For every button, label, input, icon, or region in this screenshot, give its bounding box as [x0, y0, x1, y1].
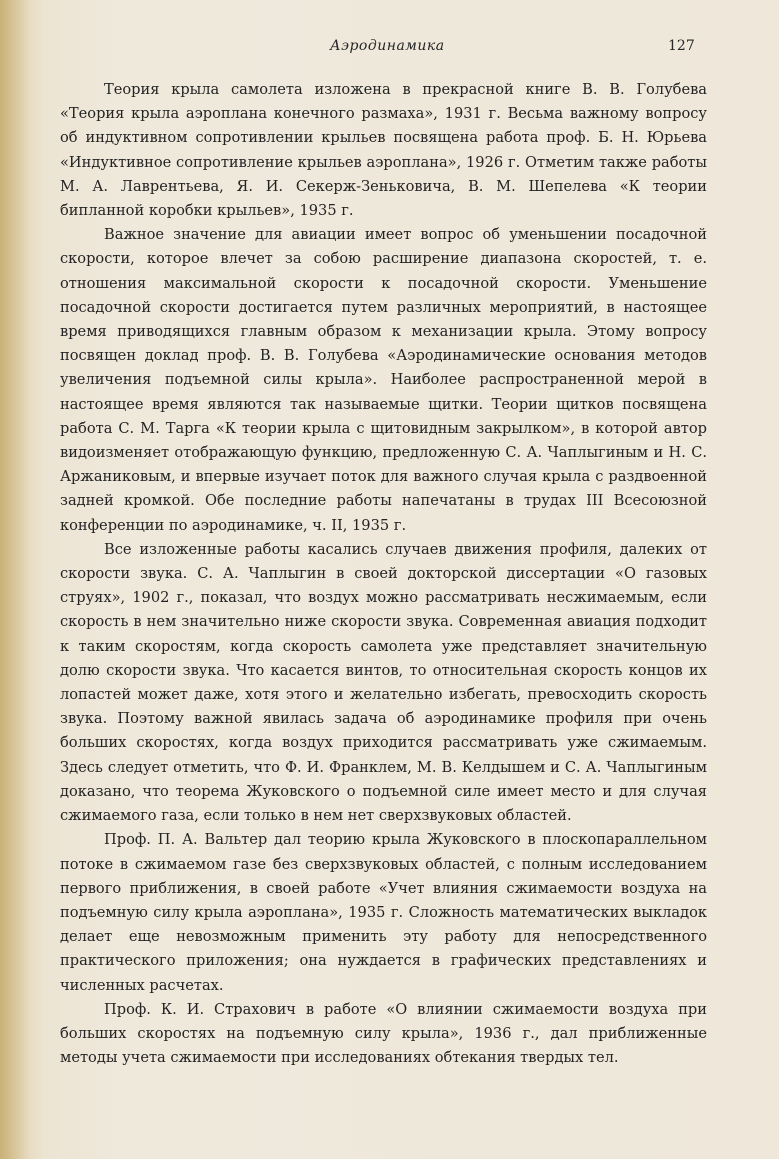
- paragraph: Важное значение для авиации имеет вопрос об уменьшении посадочной скорости, которое влечет за собою расширение диапазона скоростей, т. е. отношения максимальной скорости к посадочной скорости. Уменьшение посадочной скорости достигается путем различных мероприятий, в настоящее время приводящихся главным образом к механизации крыла. Этому вопросу посвящен доклад проф. В. В. Голубева «Аэродинамические основания методов увеличения подъемной силы крыла». Наиболее распространенной мерой в настоящее время являются так называемые щитки. Теории щитков посвящена работа С. М. Тарга «К теории крыла с щитовидным закрылком», в которой автор видоизменяет отображающую функцию, предложенную С. А. Чаплыгиным и Н. С. Аржаниковым, и впервые изучает поток для важного случая крыла с раздвоенной задней кромкой. Обе последние работы напечатаны в трудах III Всесоюзной конференции по аэродинамике, ч. II, 1935 г.: [60, 226, 707, 534]
- page-body: [60, 78, 707, 1070]
- running-title: Аэродинамика: [330, 38, 445, 54]
- page-header: [0, 38, 779, 60]
- page-number: 127: [668, 38, 695, 54]
- paragraph: Все изложенные работы касались случаев движения профиля, далеких от скорости звука. С. А. Чаплыгин в своей докторской диссертации «О газовых струях», 1902 г., показал, что воздух можно рассматривать несжимаемым, если скорость в нем значительно ниже скорости звука. Современная авиация подходит к таким скоростям, когда скорость самолета уже представляет значительную долю скорости звука. Что касается винтов, то относительная скорость концов их лопастей может даже, хотя этого и желательно избегать, превосходить скорость звука. Поэтому важной явилась задача об аэродинамике профиля при очень больших скоростях, когда воздух приходится рассматривать уже сжимаемым. Здесь следует отметить, что Ф. И. Франклем, М. В. Келдышем и С. А. Чаплыгиным доказано, что теорема Жуковского о подъемной силе имеет место и для случая сжимаемого газа, если только в нем нет сверхзвуковых областей.: [60, 540, 707, 825]
- paragraph: Проф. П. А. Вальтер дал теорию крыла Жуковского в плоскопараллельном потоке в сжимаемом газе без сверхзвуковых областей, с полным исследованием первого приближения, в своей работе «Учет влияния сжимаемости воздуха на подъемную силу крыла аэроплана», 1935 г. Сложность математических выкладок делает еще невозможным применить эту работу для непосредственного практического приложения; она нуждается в графических представлениях и численных расчетах.: [60, 831, 707, 994]
- paragraph: Теория крыла самолета изложена в прекрасной книге В. В. Голубева «Теория крыла аэроплана конечного размаха», 1931 г. Весьма важному вопросу об индуктивном сопротивлении крыльев посвящена работа проф. Б. Н. Юрьева «Индуктивное сопротивление крыльев аэроплана», 1926 г. Отметим также работы М. А. Лаврентьева, Я. И. Секерж-Зеньковича, В. М. Шепелева «К теории бипланной коробки крыльев», 1935 г.: [60, 81, 707, 220]
- page-gutter-shadow: [0, 0, 30, 1159]
- paragraph: Проф. К. И. Страхович в работе «О влиянии сжимаемости воздуха при больших скоростях на подъемную силу крыла», 1936 г., дал приближенные методы учета сжимаемости при исследованиях обтекания твердых тел.: [60, 1000, 707, 1067]
